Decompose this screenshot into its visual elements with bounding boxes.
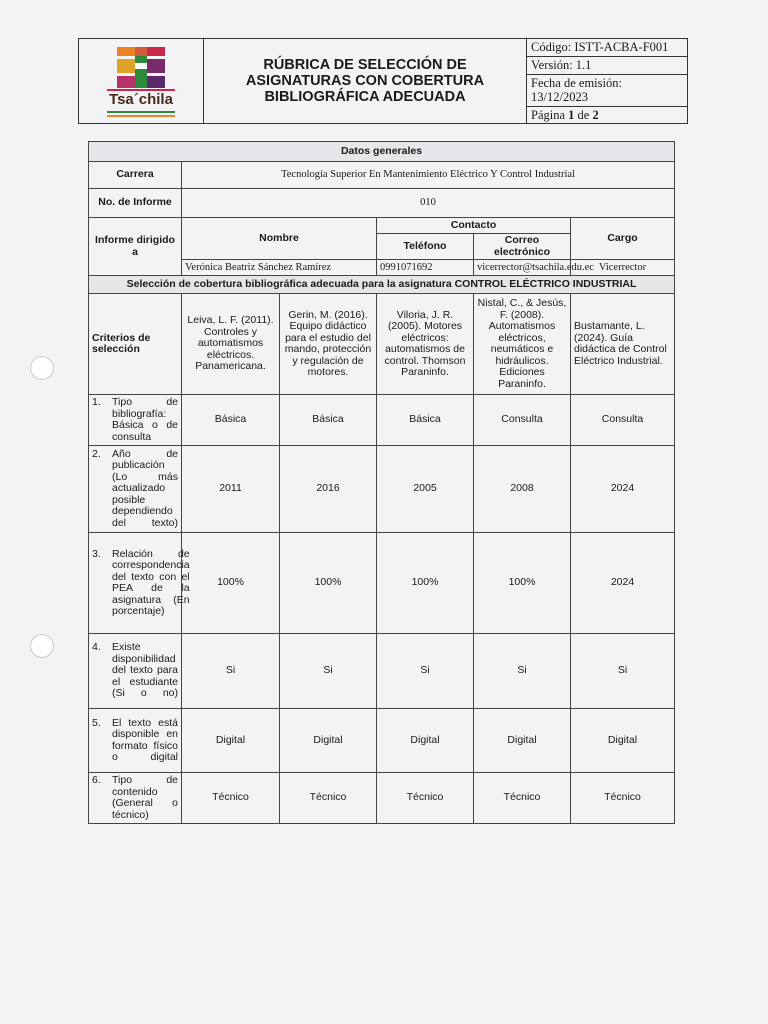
page-mid: de [574,108,593,122]
criterion-value: Básica [182,395,280,446]
criterion-label [89,709,182,773]
criterion-value: Si [571,634,675,709]
report-number-value: 010 [182,189,675,218]
criterion-value: Digital [377,709,474,773]
report-number-label: No. de Informe [89,189,182,218]
title-line: ASIGNATURAS CON COBERTURA [245,73,485,89]
book-reference: Bustamante, L. (2024). Guía didáctica de Control Eléctrico Industrial. [571,294,675,395]
document-code: Código: ISTT-ACBA-F001 [527,39,687,57]
section-bibliographic-selection: Selección de cobertura bibliográfica adecuada para la asignatura CONTROL ELÉCTRICO INDUSTRIAL [89,276,675,294]
criteria-row [89,773,675,824]
criterion-number: 2. [92,447,101,460]
criterion-value: Digital [571,709,675,773]
rubric-table [88,141,675,824]
logo-stripe [107,89,175,91]
issue-date-label: Fecha de emisión: [531,75,622,90]
criterion-value: Si [182,634,280,709]
criterion-value: 2016 [280,446,377,533]
criterion-value: 100% [474,533,571,634]
criterion-value: Técnico [377,773,474,824]
issue-date-value: 13/12/2023 [531,89,588,104]
logo-stripe [107,111,175,113]
criterion-value: 100% [280,533,377,634]
page-prefix: Página [531,108,569,122]
institution-logo [79,39,204,123]
page-current: 1 [568,108,575,122]
criterion-value: Consulta [571,395,675,446]
criterion-value: 100% [182,533,280,634]
criteria-header: Criterios de selección [89,294,182,395]
contact-label: Contacto [377,218,571,234]
criterion-value: 2005 [377,446,474,533]
criterion-number: 3. [92,547,101,560]
career-value: Tecnología Superior En Mantenimiento Eléctrico Y Control Industrial [182,162,675,189]
hole-punch-top [30,356,54,380]
criterion-text: Tipo de bibliografía: Básica o de consulta [112,396,178,443]
criterion-value: Si [377,634,474,709]
criterion-value: Básica [280,395,377,446]
logo-stripe [107,115,175,117]
name-label: Nombre [182,218,377,260]
criterion-value: Técnico [280,773,377,824]
page-total: 2 [592,108,599,122]
criterion-value: Técnico [474,773,571,824]
issue-date [527,75,687,108]
criterion-value: Digital [280,709,377,773]
criterion-text: Año de publicación (Lo más actualizado posible dependiendo del texto) [112,447,178,529]
criteria-row [89,395,675,446]
hole-punch-bottom [30,634,54,658]
phone-label: Teléfono [377,234,474,260]
document-metadata [527,39,687,123]
criteria-row [89,533,675,634]
criterion-value: Digital [474,709,571,773]
criterion-value: 2008 [474,446,571,533]
criterion-label [89,395,182,446]
criterion-number: 5. [92,716,101,729]
document-version: Versión: 1.1 [527,57,687,75]
position-label: Cargo [571,218,675,260]
criterion-value: 2024 [571,446,675,533]
title-line: RÚBRICA DE SELECCIÓN DE [263,57,467,73]
addressed-to-label: Informe dirigido a [89,218,182,276]
page-number [527,107,687,123]
recipient-position: Vicerrector [571,260,675,276]
criterion-text: Existe disponibilidad del texto para el estudiante (Si o no) [112,641,178,700]
criterion-value: Técnico [571,773,675,824]
document-header [78,38,688,124]
criterion-value: Técnico [182,773,280,824]
title-line: BIBLIOGRÁFICA ADECUADA [264,89,466,105]
recipient-name: Verónica Beatriz Sánchez Ramírez [182,260,377,276]
criterion-value: 100% [377,533,474,634]
recipient-phone: 0991071692 [377,260,474,276]
criterion-value: 2024 [571,533,675,634]
book-reference: Gerin, M. (2016). Equipo didáctico para el estudio del mando, protección y regulación de motores. [280,294,377,395]
book-reference: Leiva, L. F. (2011). Controles y automatismos eléctricos. Panamericana. [182,294,280,395]
criterion-text: Relación de correspondencia del texto con el PEA de la asignatura (En porcentaje) [112,547,190,617]
criterion-value: Consulta [474,395,571,446]
criterion-value: Si [280,634,377,709]
criterion-number: 1. [92,396,101,408]
criterion-text: Tipo de contenido (General o técnico) [112,774,178,821]
email-label: Correo electrónico [474,234,571,260]
logo-name: Tsa´chila [109,91,173,108]
career-label: Carrera [89,162,182,189]
criterion-label [89,446,182,533]
criterion-value: Si [474,634,571,709]
criteria-row [89,446,675,533]
criterion-value: Básica [377,395,474,446]
recipient-email: vicerrector@tsachila.edu.ec [474,260,571,276]
criterion-label [89,533,190,634]
criterion-text: El texto está disponible en formato físico o digital [112,716,178,763]
criterion-label [89,634,182,709]
criterion-number: 4. [92,641,101,654]
document-title [204,39,527,123]
criterion-label [89,773,182,824]
criteria-row [89,709,675,773]
criterion-number: 6. [92,774,101,786]
criterion-value: 2011 [182,446,280,533]
logo-emblem-icon [113,43,169,91]
book-reference: Nistal, C., & Jesús, F. (2008). Automatismos eléctricos, neumáticos e hidráulicos. Ediciones Paraninfo. [474,294,571,395]
criteria-row [89,634,675,709]
section-general-data: Datos generales [89,142,675,162]
criterion-value: Digital [182,709,280,773]
book-reference: Viloria, J. R. (2005). Motores eléctricos: automatismos de control. Thomson Paraninfo. [377,294,474,395]
